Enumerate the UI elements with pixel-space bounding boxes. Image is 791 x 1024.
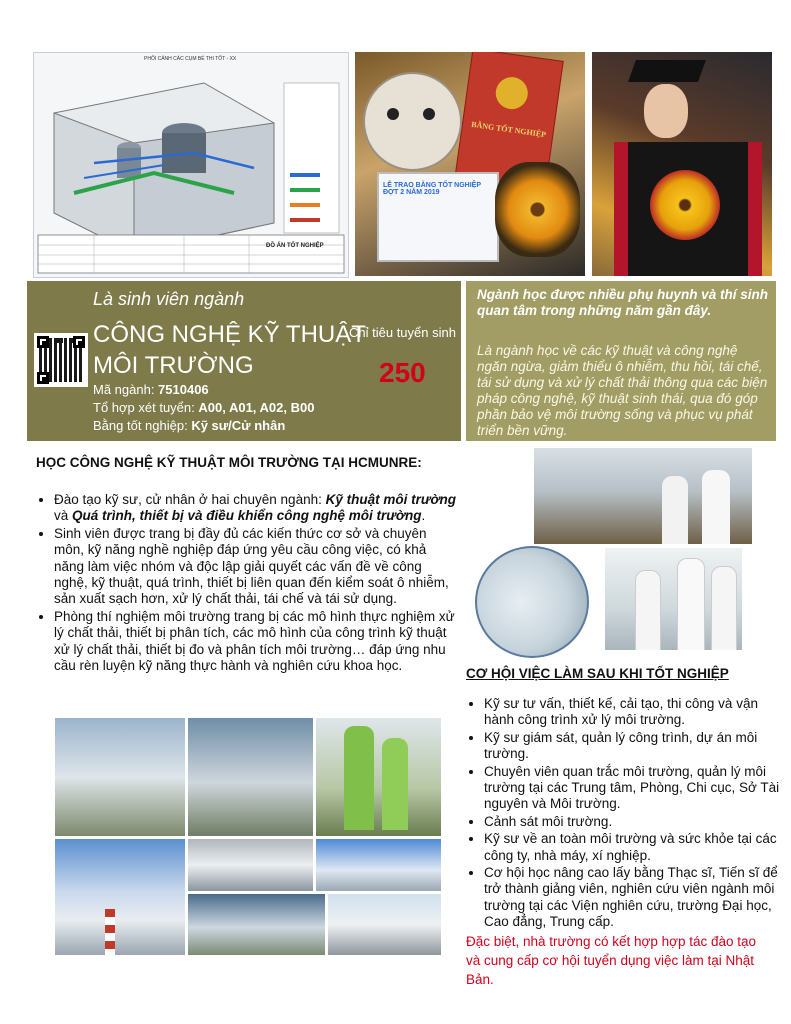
degree-value: Kỹ sư/Cử nhân xyxy=(191,418,286,433)
study-item xyxy=(54,492,459,525)
study-major-2: Quá trình, thiết bị và điều khiển công nghệ môi trường xyxy=(72,508,422,524)
worker-2 xyxy=(702,470,730,544)
industrial-photo-5 xyxy=(328,894,441,955)
student-1 xyxy=(635,570,661,650)
study-item-text: . xyxy=(421,508,426,524)
qr-corner-tl xyxy=(37,336,49,348)
subject-combo-row xyxy=(93,400,314,415)
program-title-line1: CÔNG NGHỆ KỸ THUẬT xyxy=(93,321,366,348)
subject-combo-label: Tổ hợp xét tuyển: xyxy=(93,400,199,415)
career-item: • Cơ hội học nâng cao lấy bằng Thạc sĩ, Tiến sĩ để trở thành giảng viên, nghiên cứu viên ngành môi trường tại các Viện nghiên cứu, trường Đại học, Cao đẳng, Trung cấp. xyxy=(484,865,780,931)
program-code-label: Mã ngành: xyxy=(93,382,159,397)
drawing-label: ĐỒ ÁN TỐT NGHIỆP xyxy=(266,243,324,249)
qr-corner-bl xyxy=(37,372,49,384)
career-item: • Kỹ sư về an toàn môi trường và sức khỏe tại các công ty, nhà máy, xí nghiệp. xyxy=(484,831,780,864)
graduation-cap xyxy=(628,60,706,82)
careers-list xyxy=(466,696,780,932)
qr-code[interactable] xyxy=(34,333,88,387)
study-item-text: và xyxy=(54,508,73,524)
smokestack-photo-2 xyxy=(188,839,313,891)
career-item: • Chuyên viên quan trắc môi trường, quản lý môi trường tại các Trung tâm, Phòng, Chi cục, Sở Tài nguyên và Môi trường. xyxy=(484,764,780,813)
program-highlight-box xyxy=(466,281,776,441)
study-major-1: Kỹ thuật môi trường xyxy=(325,492,457,507)
japan-cooperation-note: Đặc biệt, nhà trường có kết hợp hợp tác đào tạo và cung cấp cơ hội tuyển dụng việc làm tại Nhật Bản. xyxy=(466,934,757,987)
degree-row xyxy=(93,418,285,433)
program-title-line2: MÔI TRƯỜNG xyxy=(93,352,254,379)
banner-intro: Là sinh viên ngành xyxy=(93,289,245,309)
graduate-face xyxy=(644,84,688,138)
study-heading: HỌC CÔNG NGHỆ KỸ THUẬT MÔI TRƯỜNG TẠI HCMUNRE: xyxy=(36,455,422,470)
highlight-lead: Ngành học được nhiều phụ huynh và thí sinh quan tâm trong những năm gần đây. xyxy=(477,287,768,318)
careers-heading: CƠ HỘI VIỆC LÀM SAU KHI TỐT NGHIỆP xyxy=(466,666,729,681)
student-3 xyxy=(711,566,737,650)
career-item: • Cảnh sát môi trường. xyxy=(484,814,780,830)
study-item: • Sinh viên được trang bị đầy đủ các kiến thức cơ sở và chuyên môn, kỹ năng nghề nghiệp đáp ứng yêu cầu công việc, có khả năng làm việc nhóm và độc lập giải quyết các vấn đề về công nghệ, kỹ thuật, quá trình, thiết bị liên quan đến kiểm soát ô nhiễm, sản xuất sạch hơn, xử lý chất thải, tái chế và tái sử dụng. xyxy=(54,526,459,608)
worker-1 xyxy=(662,476,688,544)
study-list xyxy=(36,492,459,675)
subject-combo-value: A00, A01, A02, B00 xyxy=(198,400,315,415)
technical-drawing-image xyxy=(33,52,349,278)
industrial-photo-4 xyxy=(188,894,325,955)
lab-photo-circle xyxy=(475,546,589,658)
industrial-photo-1 xyxy=(55,718,185,836)
event-photo-frame xyxy=(377,172,499,262)
program-banner xyxy=(27,281,461,441)
student-2 xyxy=(677,558,705,650)
sunflowers xyxy=(495,162,580,257)
smokestack-photo-1 xyxy=(55,839,185,955)
drawing-title: PHỐI CẢNH CÁC CỤM BỂ THI TỐT - XX xyxy=(144,56,237,62)
plush-toy xyxy=(363,72,462,171)
program-code-value: 7510406 xyxy=(158,382,209,397)
diploma-emblem xyxy=(494,75,530,111)
event-sign: LỄ TRAO BẰNG TỐT NGHIỆP ĐỢT 2 NĂM 2019 xyxy=(383,182,481,196)
career-item: • Kỹ sư giám sát, quản lý công trình, dự án môi trường. xyxy=(484,730,780,763)
diploma-title: BẰNG TỐT NGHIỆP xyxy=(470,119,547,140)
study-item: • Phòng thí nghiệm môi trường trang bị các mô hình thực nghiệm xử lý chất thải, thiết bị phân tích, các mô hình của công trình kỹ thuật xử lý chất thải, thiết bị đo và phân tích môi trường… đáp ứng nhu cầu rèn luyện kỹ năng thực hành và nghiên cứu khoa học. xyxy=(54,609,459,675)
diploma-bouquet-photo xyxy=(355,52,585,276)
lab-students-photo xyxy=(605,548,742,650)
study-item-text: Đào tạo kỹ sư, cử nhân ở hai chuyên ngành: xyxy=(54,492,326,507)
green-tank-2 xyxy=(382,738,408,830)
quota-value: 250 xyxy=(379,357,426,388)
chimney xyxy=(105,909,115,955)
graduate-portrait-photo xyxy=(592,52,772,276)
site-inspection-photo xyxy=(534,448,752,544)
qr-corner-tr xyxy=(73,336,85,348)
degree-label: Bằng tốt nghiệp: xyxy=(93,418,192,433)
industrial-photo-2 xyxy=(188,718,313,836)
career-item: • Kỹ sư tư vấn, thiết kế, cải tạo, thi công và vận hành công trình xử lý môi trường. xyxy=(484,696,780,729)
green-tank-1 xyxy=(344,726,374,830)
quota-label: Chỉ tiêu tuyển sinh xyxy=(349,325,456,340)
highlight-body: Là ngành học về các kỹ thuật và công nghệ ngăn ngừa, giảm thiểu ô nhiễm, thu hồi, tái chế, tái sử dụng và xử lý chất thải thông qua các biện pháp công nghệ, kỹ thuật sinh thái, qua đó góp phần bảo vệ môi trường sống và phục vụ phát triển bền vững. xyxy=(477,343,768,438)
industrial-photo-3 xyxy=(316,718,441,836)
program-code-row xyxy=(93,382,209,397)
graduate-bouquet xyxy=(650,170,720,240)
smokestack-photo-3 xyxy=(316,839,441,891)
